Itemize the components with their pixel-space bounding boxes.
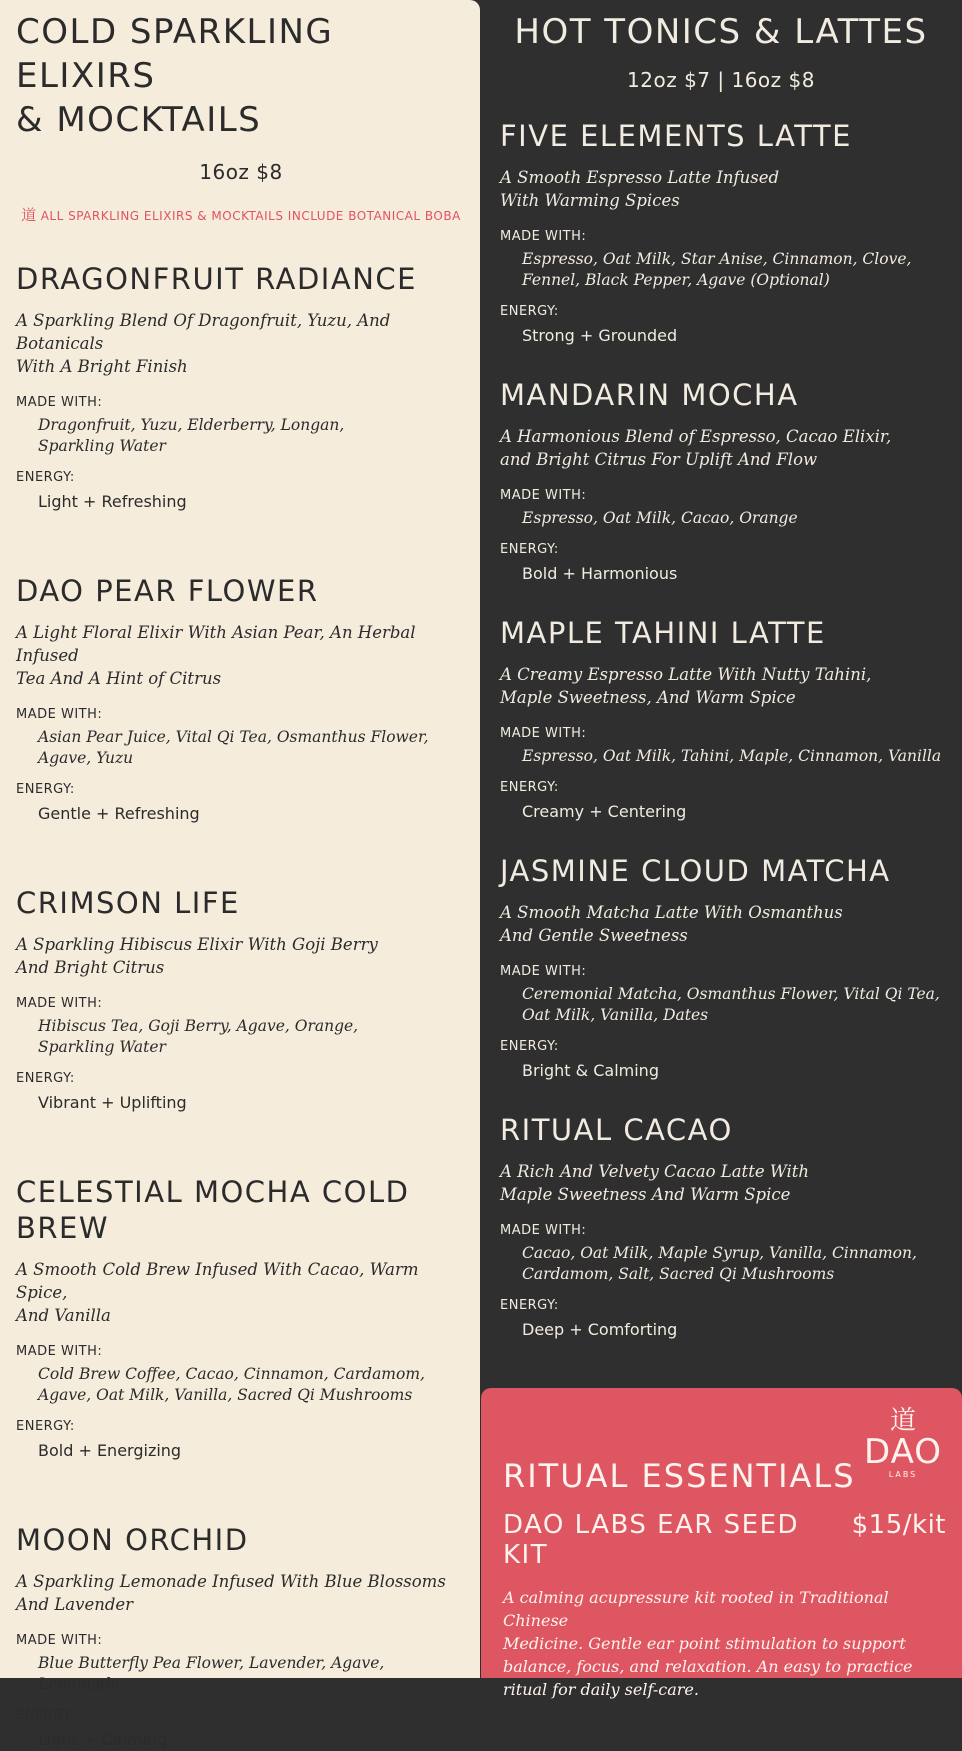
- made-with-label: MADE WITH:: [500, 1223, 587, 1238]
- cold-menu-title: [16, 10, 466, 142]
- energy-label: ENERGY:: [16, 470, 75, 485]
- item-name: FIVE ELEMENTS LATTE: [500, 119, 852, 153]
- ingredients-line: Sparkling Water: [38, 1038, 166, 1056]
- item-description: [500, 901, 942, 947]
- item-name: CELESTIAL MOCHA COLD BREW: [16, 1175, 410, 1245]
- ingredients: [16, 1653, 466, 1695]
- ingredients-line: Espresso, Oat Milk, Tahini, Maple, Cinnamon, Vanilla: [522, 747, 942, 765]
- ingredients-line: Cardamom, Salt, Sacred Qi Mushrooms: [522, 1265, 835, 1283]
- desc-line: And Lavender: [16, 1595, 134, 1614]
- promo-description: [503, 1586, 946, 1701]
- desc-line: Tea And A Hint of Citrus: [16, 669, 222, 688]
- ingredients-line: Espresso, Oat Milk, Star Anise, Cinnamon, Clove,: [522, 250, 912, 268]
- promo-product-price: $15/kit: [851, 1510, 946, 1540]
- energy-label: ENERGY:: [16, 1708, 75, 1723]
- energy-value: Bold + Energizing: [38, 1441, 182, 1460]
- ingredients: [16, 727, 466, 769]
- made-with-label: MADE WITH:: [500, 964, 587, 979]
- energy-label: ENERGY:: [16, 1071, 75, 1086]
- desc-line: And Bright Citrus: [16, 958, 165, 977]
- item-description: [16, 1258, 466, 1327]
- energy-value: Creamy + Centering: [522, 802, 687, 821]
- ingredients: [500, 508, 942, 529]
- ingredients-line: Cold Brew Coffee, Cacao, Cinnamon, Cardamom,: [38, 1365, 425, 1383]
- item-name: MANDARIN MOCHA: [500, 378, 799, 412]
- made-with-label: MADE WITH:: [16, 395, 103, 410]
- hot-menu-panel: [480, 0, 962, 1388]
- made-with-label: MADE WITH:: [500, 726, 587, 741]
- item-name: JASMINE CLOUD MATCHA: [500, 854, 891, 888]
- desc-line: A Light Floral Elixir With Asian Pear, An Herbal Infused: [16, 623, 416, 665]
- item-description: [500, 425, 942, 471]
- desc-line: A Sparkling Hibiscus Elixir With Goji Berry: [16, 935, 378, 954]
- item-description: [500, 663, 942, 709]
- desc-line: A Rich And Velvety Cacao Latte With: [500, 1162, 810, 1181]
- item-name: MOON ORCHID: [16, 1523, 249, 1557]
- energy-value: Vibrant + Uplifting: [38, 1093, 187, 1112]
- item-description: [16, 621, 466, 690]
- item-description: [16, 309, 466, 378]
- desc-line: A Smooth Espresso Latte Infused: [500, 168, 780, 187]
- energy-value: Bright & Calming: [522, 1061, 659, 1080]
- ingredients: [500, 746, 942, 767]
- desc-line: And Vanilla: [16, 1306, 111, 1325]
- item-description: [16, 1570, 466, 1616]
- item-name: CRIMSON LIFE: [16, 886, 240, 920]
- desc-line: A Creamy Espresso Latte With Nutty Tahini,: [500, 665, 872, 684]
- promo-header: [503, 1406, 946, 1496]
- logo-brand: DAO: [863, 1432, 942, 1472]
- menu-item-ritual-cacao: [500, 1112, 942, 1341]
- ingredients: [16, 1016, 466, 1058]
- item-description: [500, 166, 942, 212]
- item-description: [500, 1160, 942, 1206]
- ingredients-line: Asian Pear Juice, Vital Qi Tea, Osmanthus Flower,: [38, 728, 429, 746]
- desc-line: and Bright Citrus For Uplift And Flow: [500, 450, 818, 469]
- boba-note: [16, 204, 466, 225]
- promo-title: RITUAL ESSENTIALS: [503, 1457, 856, 1495]
- desc-line: A Harmonious Blend of Espresso, Cacao Elixir,: [500, 427, 892, 446]
- made-with-label: MADE WITH:: [16, 707, 103, 722]
- energy-value: Deep + Comforting: [522, 1320, 678, 1339]
- ingredients-line: Dragonfruit, Yuzu, Elderberry, Longan,: [38, 416, 345, 434]
- made-with-label: MADE WITH:: [500, 488, 587, 503]
- boba-note-text: ALL SPARKLING ELIXIRS & MOCKTAILS INCLUDE BOTANICAL BOBA: [40, 209, 461, 223]
- menu-item-moon-orchid: [16, 1522, 466, 1751]
- desc-line: A Sparkling Blend Of Dragonfruit, Yuzu, And Botanicals: [16, 311, 391, 353]
- menu-item-mandarin-mocha: [500, 377, 942, 585]
- ingredients-line: Blue Butterfly Pea Flower, Lavender, Agave,: [38, 1654, 385, 1672]
- energy-value: Gentle + Refreshing: [38, 804, 200, 823]
- promo-desc-line: ritual for daily self-care.: [503, 1680, 699, 1699]
- menu-item-maple-tahini-latte: [500, 615, 942, 823]
- energy-label: ENERGY:: [500, 1039, 559, 1054]
- desc-line: With Warming Spices: [500, 191, 680, 210]
- ritual-essentials-promo: [481, 1388, 962, 1699]
- made-with-label: MADE WITH:: [16, 1344, 103, 1359]
- made-with-label: MADE WITH:: [16, 996, 103, 1011]
- ingredients-line: Sparkling Water: [38, 437, 166, 455]
- desc-line: With A Bright Finish: [16, 357, 188, 376]
- logo-sub: LABS: [888, 1470, 918, 1479]
- item-description: [16, 933, 466, 979]
- menu-item-jasmine-cloud-matcha: [500, 853, 942, 1082]
- menu-item-dao-pear-flower: [16, 573, 466, 825]
- dao-logo-icon: 道: [889, 1405, 916, 1435]
- energy-label: ENERGY:: [16, 782, 75, 797]
- ingredients-line: Espresso, Oat Milk, Cacao, Orange: [522, 509, 798, 527]
- menu-item-celestial-mocha-cold-brew: [16, 1174, 466, 1462]
- ingredients: [500, 249, 942, 291]
- cold-title-line2: & MOCKTAILS: [16, 100, 262, 140]
- hot-price: 12oz $7 | 16oz $8: [627, 68, 815, 92]
- hot-menu-title: HOT TONICS & LATTES: [514, 12, 928, 52]
- dao-labs-logo: [860, 1406, 946, 1480]
- cold-price: 16oz $8: [199, 160, 283, 184]
- desc-line: Maple Sweetness And Warm Spice: [500, 1185, 791, 1204]
- ingredients: [500, 1243, 942, 1285]
- item-name: MAPLE TAHINI LATTE: [500, 616, 826, 650]
- ingredients-line: Lemonade: [38, 1675, 120, 1693]
- item-name: RITUAL CACAO: [500, 1113, 733, 1147]
- item-name: DAO PEAR FLOWER: [16, 574, 319, 608]
- ingredients-line: Ceremonial Matcha, Osmanthus Flower, Vital Qi Tea,: [522, 985, 940, 1003]
- promo-desc-line: Medicine. Gentle ear point stimulation to support: [503, 1634, 906, 1653]
- ingredients-line: Cacao, Oat Milk, Maple Syrup, Vanilla, Cinnamon,: [522, 1244, 917, 1262]
- desc-line: A Sparkling Lemonade Infused With Blue Blossoms: [16, 1572, 446, 1591]
- menu-item-crimson-life: [16, 885, 466, 1114]
- promo-desc-line: balance, focus, and relaxation. An easy to practice: [503, 1657, 913, 1676]
- ingredients: [16, 415, 466, 457]
- promo-product-name: DAO LABS EAR SEED KIT: [503, 1510, 800, 1570]
- desc-line: Maple Sweetness, And Warm Spice: [500, 688, 796, 707]
- made-with-label: MADE WITH:: [16, 1633, 103, 1648]
- cold-title-line1: COLD SPARKLING ELIXIRS: [16, 12, 334, 96]
- dao-seal-icon: 道: [21, 206, 37, 224]
- energy-value: Light + Calming: [38, 1730, 168, 1749]
- ingredients-line: Oat Milk, Vanilla, Dates: [522, 1006, 709, 1024]
- item-name: DRAGONFRUIT RADIANCE: [16, 262, 417, 296]
- ingredients-line: Agave, Yuzu: [38, 749, 134, 767]
- energy-label: ENERGY:: [500, 1298, 559, 1313]
- ingredients-line: Hibiscus Tea, Goji Berry, Agave, Orange,: [38, 1017, 359, 1035]
- energy-label: ENERGY:: [500, 542, 559, 557]
- desc-line: And Gentle Sweetness: [500, 926, 688, 945]
- promo-desc-line: A calming acupressure kit rooted in Traditional Chinese: [503, 1588, 889, 1630]
- made-with-label: MADE WITH:: [500, 229, 587, 244]
- ingredients-line: Fennel, Black Pepper, Agave (Optional): [522, 271, 830, 289]
- energy-value: Bold + Harmonious: [522, 564, 678, 583]
- ingredients: [16, 1364, 466, 1406]
- energy-label: ENERGY:: [500, 304, 559, 319]
- ingredients: [500, 984, 942, 1026]
- promo-product-row: [503, 1510, 946, 1570]
- desc-line: A Smooth Cold Brew Infused With Cacao, Warm Spice,: [16, 1260, 419, 1302]
- ingredients-line: Agave, Oat Milk, Vanilla, Sacred Qi Mushrooms: [38, 1386, 413, 1404]
- menu-item-five-elements-latte: [500, 118, 942, 347]
- desc-line: A Smooth Matcha Latte With Osmanthus: [500, 903, 843, 922]
- energy-label: ENERGY:: [500, 780, 559, 795]
- menu-item-dragonfruit-radiance: [16, 261, 466, 513]
- cold-menu-panel: [0, 0, 480, 1749]
- energy-value: Light + Refreshing: [38, 492, 187, 511]
- energy-label: ENERGY:: [16, 1419, 75, 1434]
- energy-value: Strong + Grounded: [522, 326, 678, 345]
